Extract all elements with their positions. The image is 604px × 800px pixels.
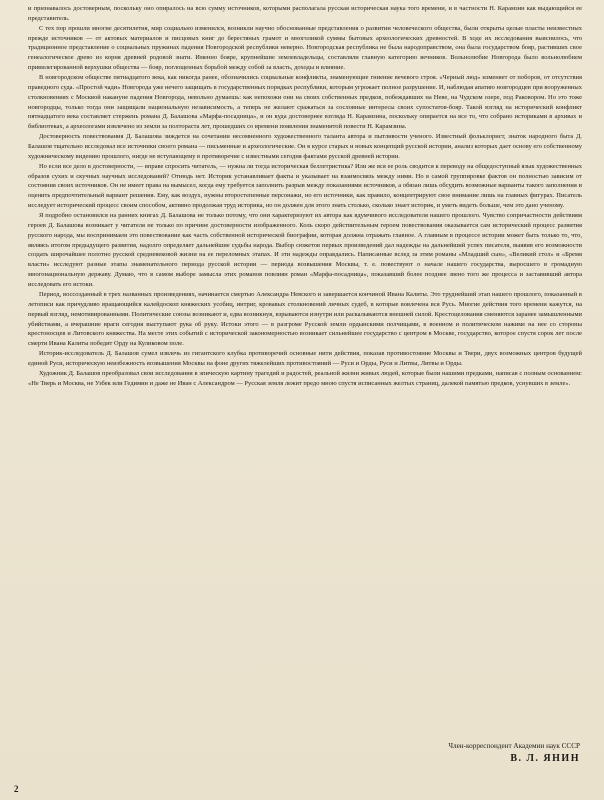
paragraph-5: Но если все дело в достоверности, — вправе спросить читатель, — нужна ли тогда историческая беллетристика? Или же вся ее роль сводится к переводу на общедоступный язык художественных образов сухих и скучных научных исследований? Отнюдь нет. Историк устанавливает факты и указывает на взаимосвязь между ними. Но в самой группировке фактов он полностью зависим от состояния своих источников. Он не имеет права на вымысел, когда ему требуется заполнить разрыв между показаниями источников, а обязан лишь обсудить возможные варианты такого заполнения и оценить предпочтительный вариант решения. Ему, как воздух, нужны второстепенные персонажи, но его источники, как правило, концентрируют свое внимание лишь на главных фигурах. Писатель исследует исторический процесс своим способом, активно продолжая труд историка, но он должен для этого знать столько, сколько знает историк, и уметь видеть больше, чем это дано ученому. bbox=[28, 162, 582, 210]
article-body bbox=[28, 4, 582, 389]
paragraph-7: Период, воссозданный в трех названных произведениях, начинается смертью Александра Невского и завершается кончиной Ивана Калиты. Это труднейший этап нашего прошлого, показанный в летописи как причудливо вращающийся калейдоскоп княжеских усобиц, интриг, кровавых столкновений личных судеб, в которые вовлечена вся Русь. Многие действия того времени кажутся, на первый взгляд, немотивированными. Политические союзы возникают и, едва возникнув, взрываются изнутри или раскалываются внешней силой. Крестоцелования сменяются заранее замышленными убийствами, а вчерашние враги сегодня выступают рука об руку. Истоки этого — в разгроме Русской земли ордынскими полчищами, в военном и политическом нажиме на нее со стороны крестоносцев и Литовского княжества. На месте этих событий с исторической закономерностью возникает сильнейшее государство с центром в Москве, государство, которое спустя сорок лет после смерти Ивана Калиты победит Орду на Куликовом поле. bbox=[28, 290, 582, 348]
paragraph-9: Художник Д. Балашов преобразовал свои исследования в эпическую картину трагедий и радостей, реальной жизни живых людей, которые были нашими предками, написав с полным основанием: «Не Тверь и Москва, не Узбек или Гедимин и даже не Иван с Александром — Русская земля лежит предо мною спустя исписанных желтых страниц, далекой памятью предков, уснувших в земле». bbox=[28, 369, 582, 387]
paragraph-2: С тех пор прошли многие десятилетия, мир социально изменился, возникли научно обоснованные представления о развитии человеческого общества, были открыты целые пласты неизвестных прежде источников — от актовых материалов и писцовых книг до берестяных грамот и многоликой суммы бытовых археологических древностей. В ходе их исследования выяснилось, что традиционное представление о социальных пружинах падения Новгородской республики неверно. Новгородская республика не была народоправством, она была государством бояр, растивших свое генеалогическое древо из корня древней родовой знати. Именно бояре, крупнейшие землевладельцы, составляли главную категорию вечников. Вольнолюбие Новгорода было вольнолюбием привилегированной верхушки общества — бояр, поглощенных борьбой между собой за власть, доходы и влияние. bbox=[28, 24, 582, 72]
author-signature bbox=[448, 741, 580, 765]
paragraph-6: Я подробно остановился на ранних книгах Д. Балашова не только потому, что они характеризуют их автора как вдумчивого исследователя нашего прошлого. Чувство сопричастности действиям героев Д. Балашова возникает у читателя не только по причине достоверности изображенного. Коль скоро действительным героем повествования оказывается сам исторический процесс развития русского народа, мы воспринимаем это повествование как часть собственной исторической биографии, которая должна отражать главное. А главным в процессе истории может быть только то, что, являясь итогом предыдущего развития, надолго определяет дальнейшие судьбы народа. Выбор сюжетов первых произведений дал надежды на дальнейший успех писателя, выявив его возможности создать широчайшее полотно русской средневековой жизни на ее переломных этапах. И эти надежды оправдались. Написанные вслед за этим романы «Младший сын», «Великий стол» и «Бремя власти» исследуют разные этапы знаменательного периода русской истории — периода возвышения Москвы, т. е. повествуют о начале нашего государства, выросшего в громадную многонациональную державу. Думаю, что в самом выборе замысла этих романов повлиян роман «Марфа-посадница», показавший более позднее звено того же процесса и заставивший автора исследовать его истоки. bbox=[28, 212, 582, 289]
paragraph-8: Историк-исследователь Д. Балашов сумел извлечь из гигантского клубка противоречий основные нити действия, показав противостояние Москвы и Твери, двух возможных центров будущей единой Руси, историческую неизбежность возвышения Москвы на фоне других тяжелейших противостояний — Руси и Орды, Руси и Литвы, Литвы и Орды. bbox=[28, 350, 582, 367]
paragraph-3: В новгородском обществе пятнадцатого века, как никогда ранее, обозначились социальные конфликты, знаменующие гниение вечевого строя. «Черный люд» изменяет от поборов, от отсутствия праведного суда. «Простой чади» Новгорода уже нечего защищать в государственных порядках республики, которым угрожает полное разрушение. И, наблюдая апатию новгородцев при вооруженных столкновениях с Москвой накануне падения Новгорода, невольно думаешь: как непохожи они на своих собственных предков, побеждавших на Неве, на Чудском озере, под Раковором. Но это тоже новгородцы, только тогда они защищали национальную независимость, а теперь не желают сражаться за сословные интересы своих супостатов-бояр. Такой взгляд на исторический конфликт пятнадцатого века составляет стержень романа Д. Балашова «Марфа-посадница», и он куда достовернее взгляда Н. Карамзина, поскольку опирается на все то, что собрано историками в архивах и библиотеках, а археологами извлечено из земли за полтораста лет, прошедших со времени появления знаменитой повести Н. Карамзина. bbox=[28, 74, 582, 131]
author-title: Член-корреспондент Академии наук СССР bbox=[448, 742, 580, 750]
paragraph-1: и признавалось достоверным, поскольку оно опиралось на всю сумму источников, которыми располагала русская историческая наука того времени, и в частности Н. Карамзин как выдающийся ее представитель. bbox=[28, 5, 582, 22]
paragraph-4: Достоверность повествования Д. Балашова зиждется на сочетании несомненного художественного таланта автора и пытливости ученого. Известный фольклорист, знаток народного быта Д. Балашов тщательно исследовал все источники своего романа — письменные и археологические. Он в курсе старых и новых концепций русской истории, анализ которых дает основу его собственному художническому видению прошлого, нигде не вступающему в противоречие с известными сегодня фактами русской древней истории. bbox=[28, 133, 582, 160]
page-number: 2 bbox=[14, 784, 19, 794]
author-name: В. Л. ЯНИН bbox=[510, 753, 580, 764]
